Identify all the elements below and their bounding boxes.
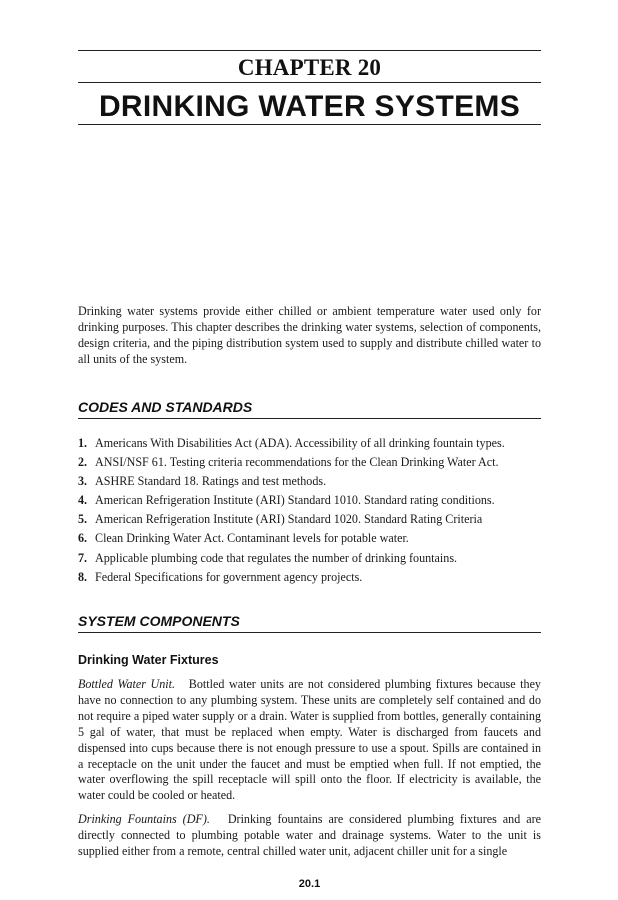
list-number: 7. [78,550,88,565]
section-heading-components: SYSTEM COMPONENTS [78,613,240,629]
list-number: 6. [78,531,88,546]
list-text: Applicable plumbing code that regulates the number of drinking fountains. [95,550,458,565]
list-item [78,434,541,453]
list-item [78,549,541,568]
list-number: 8. [78,569,88,584]
intro-paragraph: Drinking water systems provide either chilled or ambient temperature water used only for drinking purposes. This chapter describes the drinking water systems, selection of components, design criteria, and the piping distribution system used to supply and distribute chilled water to all units of the system. [78,304,541,366]
list-item [78,453,541,472]
chapter-title: DRINKING WATER SYSTEMS [98,90,521,123]
paragraph-text: Bottled water units are not considered plumbing fixtures because they have no connection to any plumbing system. These units are completely self contained and do not require a piped water supply or a drain. Water is supplied from bottles, generally containing 5 gal of water, that must be replaced when empty. Water is discharged from faucets and dispensed into cups because there is not enough pressure to use a spout. Spills are contained in a receptacle on the unit under the faucet and must be emptied when full. If not emptied, the water overflowing the spill receptacle will spill onto the floor. If electricity is available, the water could be cooled or heated. [78,677,541,803]
list-item [78,510,541,529]
list-text: ASHRE Standard 18. Ratings and test methods. [95,474,327,489]
paragraph-text: Drinking fountains are considered plumbing fixtures and are directly connected to plumbing potable water and drainage systems. Water to the unit is supplied either from a remote, central chilled water unit, adjacent chiller unit for a single [78,812,541,858]
section-heading-codes: CODES AND STANDARDS [78,399,253,415]
title-rule [78,124,541,125]
list-number: 4. [78,493,88,508]
page-number: 20.1 [298,878,321,890]
top-rule [78,50,541,51]
list-item [78,568,541,587]
chapter-label: CHAPTER 20 [237,55,382,80]
list-text: American Refrigeration Institute (ARI) Standard 1010. Standard rating conditions. [95,493,495,508]
run-in-heading: Bottled Water Unit. [78,677,176,691]
paragraph-bottled-water [78,677,541,804]
list-item [78,491,541,510]
list-item [78,472,541,491]
run-in-heading: Drinking Fountains (DF). [78,812,210,826]
list-number: 3. [78,474,88,489]
list-text: American Refrigeration Institute (ARI) Standard 1020. Standard Rating Criteria [95,512,483,527]
list-text: Federal Specifications for government agency projects. [95,569,363,584]
chapter-rule [78,82,541,83]
list-text: Clean Drinking Water Act. Contaminant levels for potable water. [95,531,409,546]
subsection-heading: Drinking Water Fixtures [78,653,219,667]
list-number: 2. [78,455,88,470]
codes-rule [78,418,541,419]
components-rule [78,632,541,633]
paragraph-drinking-fountains [78,812,541,860]
list-text: Americans With Disabilities Act (ADA). Accessibility of all drinking fountain types. [95,436,505,450]
list-text: ANSI/NSF 61. Testing criteria recommendations for the Clean Drinking Water Act. [95,455,499,470]
codes-list [78,434,541,587]
list-number: 5. [78,512,88,527]
list-item [78,529,541,548]
list-number: 1. [78,436,88,450]
